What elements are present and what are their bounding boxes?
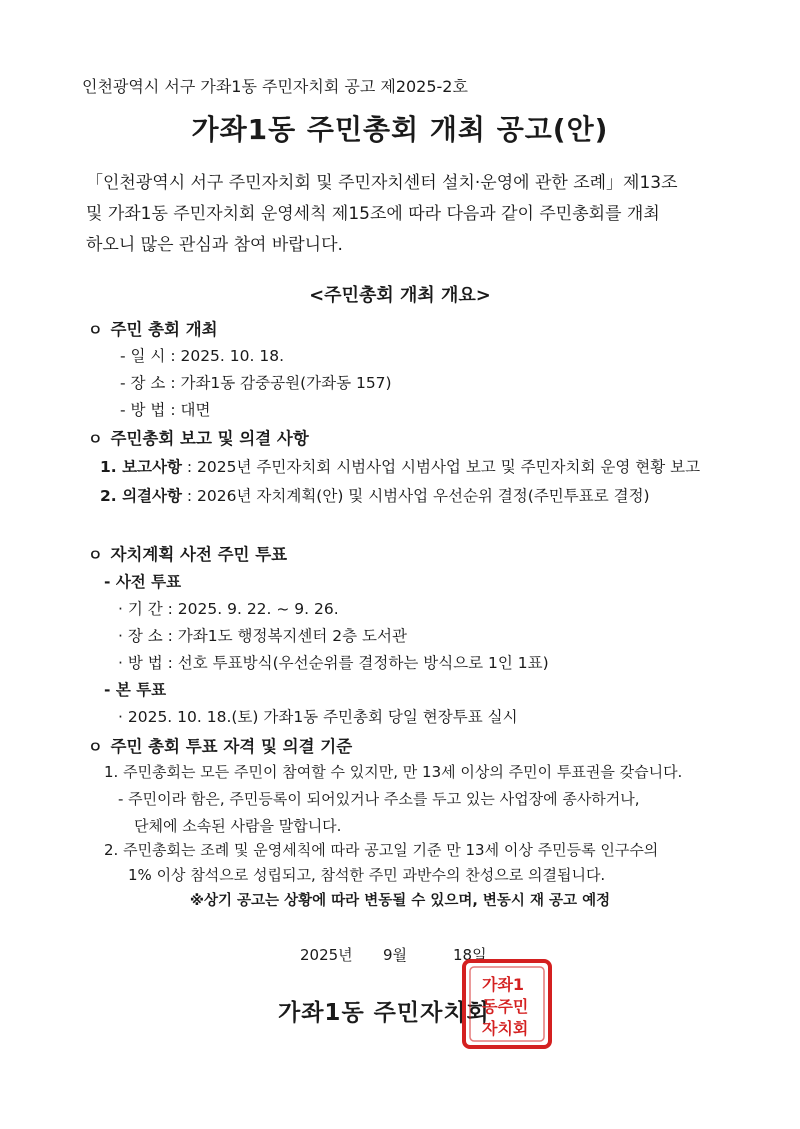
- criteria-line-2: - 주민이라 함은, 주민등록이 되어있거나 주소를 두고 있는 사업장에 종사하거나,: [118, 790, 640, 808]
- document-title: 가좌1동 주민총회 개최 공고(안): [191, 113, 609, 146]
- agenda-text: : 2025년 주민자치회 시범사업 시범사업 보고 및 주민자치회 운영 현황 보고: [186, 458, 701, 476]
- prevote-method: · 방 법 : 선호 투표방식(우선순위를 결정하는 방식으로 1인 1표): [118, 654, 549, 672]
- section-heading: 자치계획 사전 주민 투표: [110, 545, 288, 564]
- svg-text:가좌1: 가좌1: [482, 975, 525, 994]
- section-prevote: [88, 541, 287, 565]
- section-heading: 주민총회 보고 및 의결 사항: [110, 429, 309, 448]
- mainvote-detail: · 2025. 10. 18.(토) 가좌1동 주민총회 당일 현장투표 실시: [118, 708, 518, 726]
- agenda-label: 1. 보고사항: [100, 458, 182, 476]
- section-agenda: [88, 425, 309, 449]
- svg-text:동주민: 동주민: [482, 997, 529, 1016]
- section-criteria: [88, 733, 352, 757]
- svg-text:자치회: 자치회: [482, 1019, 529, 1038]
- section-bullet: ㅇ: [88, 430, 103, 448]
- intro-line-3: 하오니 많은 관심과 참여 바랍니다.: [86, 235, 343, 255]
- section-bullet: ㅇ: [88, 546, 103, 564]
- meeting-method: - 방 법 : 대면: [120, 401, 211, 419]
- date-month: 9월: [383, 946, 408, 964]
- prevote-place: · 장 소 : 가좌1도 행정복지센터 2층 도서관: [118, 627, 407, 645]
- criteria-line-3: 단체에 소속된 사람을 말합니다.: [134, 817, 342, 835]
- agenda-resolution: [100, 484, 650, 506]
- notice-number: 인천광역시 서구 가좌1동 주민자치회 공고 제2025-2호: [82, 77, 468, 96]
- mainvote-subheading: - 본 투표: [104, 681, 167, 699]
- prevote-period: · 기 간 : 2025. 9. 22. ~ 9. 26.: [118, 600, 339, 618]
- intro-line-2: 및 가좌1동 주민자치회 운영세칙 제15조에 따라 다음과 같이 주민총회를 개최: [86, 204, 660, 224]
- section-heading: 주민 총회 투표 자격 및 의결 기준: [110, 737, 353, 756]
- meeting-place: - 장 소 : 가좌1동 감중공원(가좌동 157): [120, 374, 392, 392]
- prevote-subheading: - 사전 투표: [104, 573, 182, 591]
- agenda-text: : 2026년 자치계획(안) 및 시범사업 우선순위 결정(주민투표로 결정): [186, 487, 650, 505]
- date-day: 18일: [453, 946, 487, 964]
- section-bullet: ㅇ: [88, 738, 103, 756]
- date-year: 2025년: [300, 946, 353, 964]
- section-heading: 주민 총회 개최: [110, 320, 218, 339]
- section-bullet: ㅇ: [88, 321, 103, 339]
- official-seal: [461, 958, 553, 1050]
- organization-name: 가좌1동 주민자치회: [278, 1000, 490, 1026]
- footnote: ※상기 공고는 상황에 따라 변동될 수 있으며, 변동시 재 공고 예정: [189, 893, 611, 909]
- agenda-report: [100, 455, 700, 477]
- criteria-line-1: 1. 주민총회는 모든 주민이 참여할 수 있지만, 만 13세 이상의 주민이 투표권을 갖습니다.: [104, 763, 683, 781]
- criteria-line-4: 2. 주민총회는 조례 및 운영세칙에 따라 공고일 기준 만 13세 이상 주민등록 인구수의: [104, 841, 659, 859]
- agenda-label: 2. 의결사항: [100, 487, 182, 505]
- meeting-datetime: - 일 시 : 2025. 10. 18.: [120, 347, 284, 365]
- intro-line-1: 「인천광역시 서구 주민자치회 및 주민자치센터 설치·운영에 관한 조례」제13조: [86, 173, 678, 193]
- section-meeting: [88, 316, 218, 340]
- summary-title: <주민총회 개최 개요>: [309, 285, 491, 306]
- criteria-line-5: 1% 이상 참석으로 성립되고, 참석한 주민 과반수의 찬성으로 의결됩니다.: [128, 866, 606, 884]
